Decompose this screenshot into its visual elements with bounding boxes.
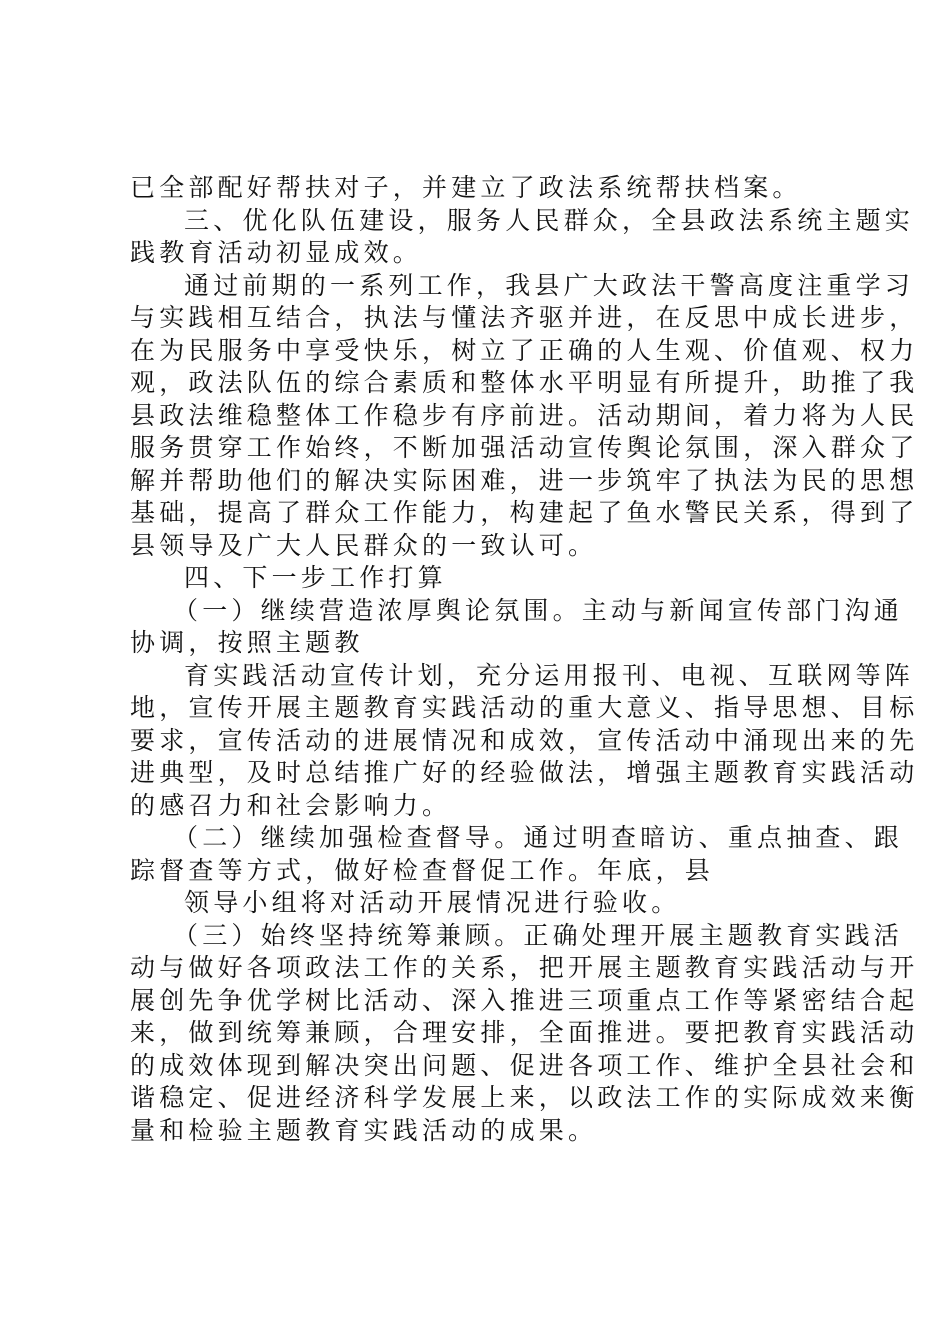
text-line: 协调，按照主题教	[130, 628, 364, 657]
text-line: 的成效体现到解决突出问题、促进各项工作、维护全县社会和	[130, 1050, 919, 1080]
text-line: 领导小组将对活动开展情况进行验收。	[184, 888, 681, 917]
text-line: 动与做好各项政法工作的关系，把开展主题教育实践活动与开	[130, 953, 919, 982]
text-line: 县政法维稳整体工作稳步有序前进。活动期间，着力将为人民	[130, 400, 919, 430]
text-line: （一）继续营造浓厚舆论氛围。主动与新闻宣传部门沟通	[173, 595, 904, 625]
text-line: 谐稳定、促进经济科学发展上来，以政法工作的实际成效来衡	[130, 1083, 919, 1112]
text-line: （三）始终坚持统筹兼顾。正确处理开展主题教育实践活	[173, 920, 904, 950]
document-body	[130, 172, 919, 1147]
text-line: 已全部配好帮扶对子，并建立了政法系统帮扶档案。	[130, 173, 802, 202]
text-line: 来，做到统筹兼顾，合理安排，全面推进。要把教育实践活动	[130, 1018, 919, 1047]
text-line: 与实践相互结合，执法与懂法齐驱并进，在反思中成长进步，	[130, 303, 919, 332]
text-line: 践教育活动初显成效。	[130, 238, 423, 267]
text-line: 展创先争优学树比活动、深入推进三项重点工作等紧密结合起	[130, 985, 919, 1015]
text-line: 进典型，及时总结推广好的经验做法，增强主题教育实践活动	[130, 758, 919, 787]
text-line: 踪督查等方式，做好检查督促工作。年底，县	[130, 855, 715, 885]
text-line: 通过前期的一系列工作，我县广大政法干警高度注重学习	[184, 270, 915, 300]
text-line: 解并帮助他们的解决实际困难，进一步筑牢了执法为民的思想	[130, 465, 919, 495]
section-heading: 三、优化队伍建设，服务人民群众，全县政法系统主题实	[184, 205, 915, 235]
text-line: 在为民服务中享受快乐，树立了正确的人生观、价值观、权力	[130, 335, 919, 365]
section-heading: 四、下一步工作打算	[184, 563, 447, 592]
text-line: 要求，宣传活动的进展情况和成效，宣传活动中涌现出来的先	[130, 725, 919, 755]
text-line: 县领导及广大人民群众的一致认可。	[130, 530, 598, 560]
text-line: 地，宣传开展主题教育实践活动的重大意义、指导思想、目标	[130, 693, 919, 722]
text-line: 的感召力和社会影响力。	[130, 790, 452, 820]
text-line: （二）继续加强检查督导。通过明查暗访、重点抽查、跟	[173, 823, 904, 852]
text-line: 量和检验主题教育实践活动的成果。	[130, 1115, 598, 1145]
text-line: 基础，提高了群众工作能力，构建起了鱼水警民关系，得到了	[130, 498, 919, 527]
text-line: 育实践活动宣传计划，充分运用报刊、电视、互联网等阵	[184, 660, 915, 690]
text-line: 观，政法队伍的综合素质和整体水平明显有所提升，助推了我	[130, 368, 919, 397]
text-line: 服务贯穿工作始终，不断加强活动宣传舆论氛围，深入群众了	[130, 433, 919, 462]
